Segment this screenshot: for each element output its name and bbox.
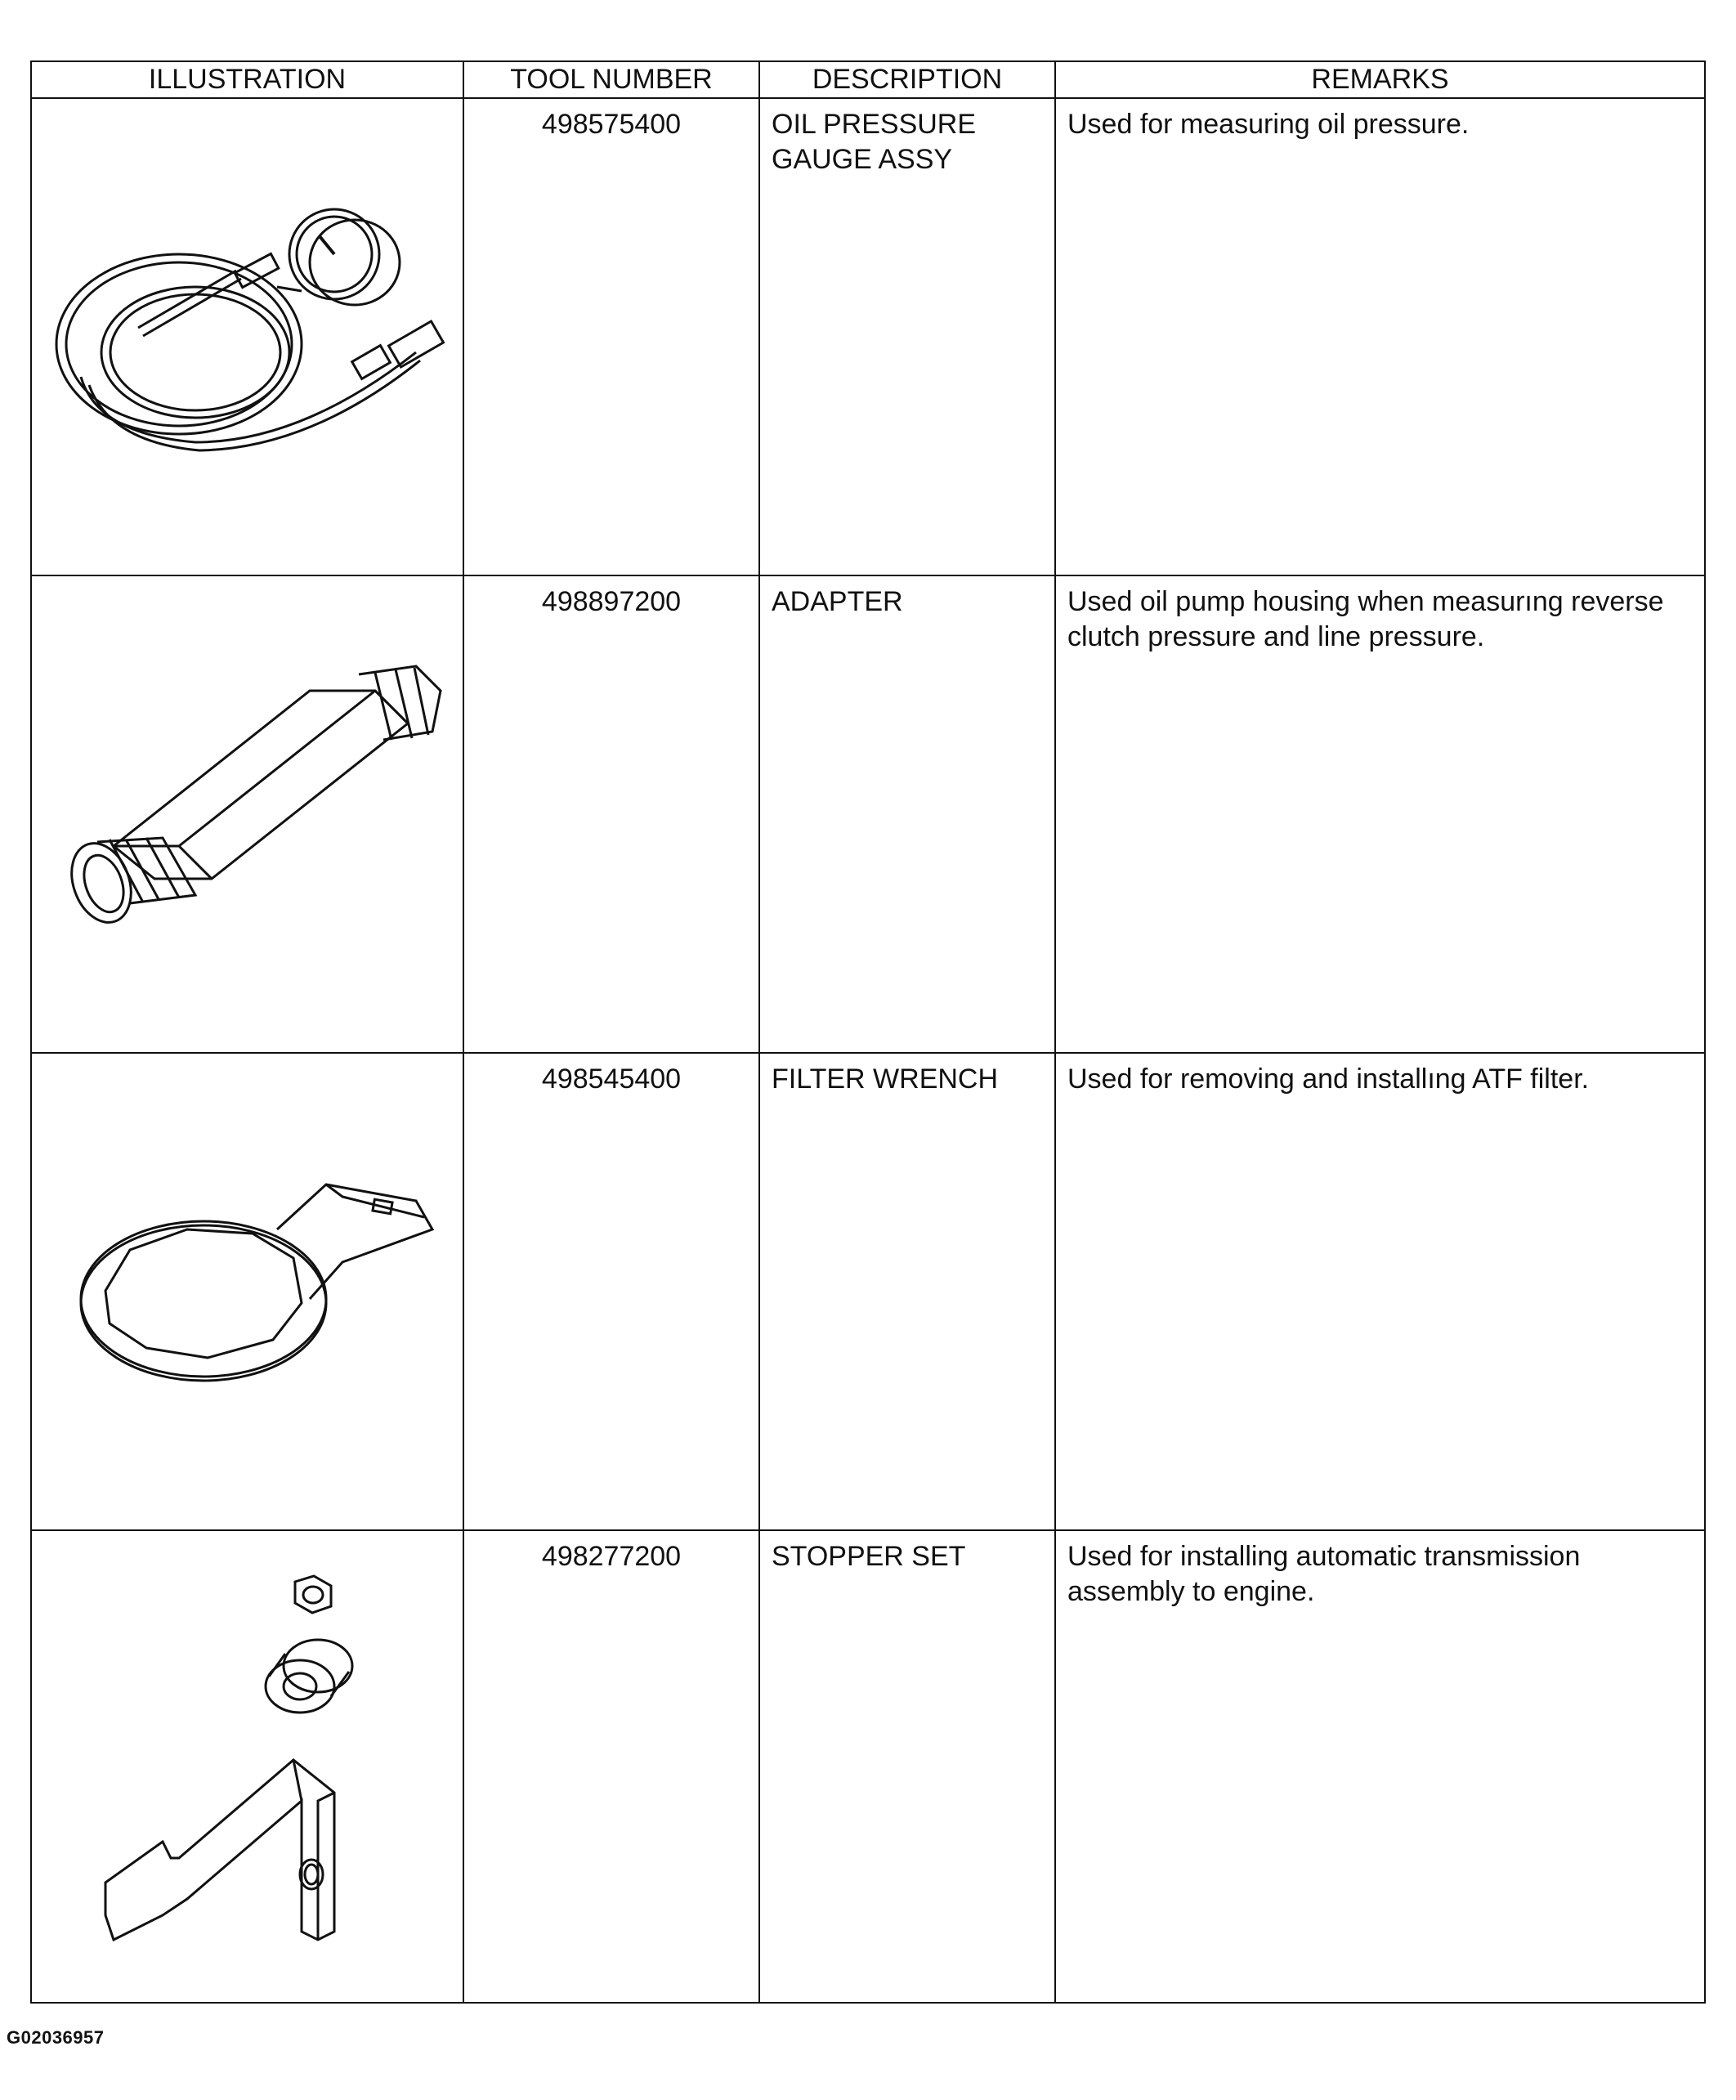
tool-number: 498897200 xyxy=(463,575,759,1053)
table-row xyxy=(31,1530,1705,2003)
description xyxy=(759,1530,1055,2003)
adapter-icon xyxy=(32,576,463,1052)
table-row xyxy=(31,98,1705,575)
description xyxy=(759,98,1055,575)
remarks: Used for measuring oil pressure. xyxy=(1055,98,1705,575)
remarks: Used for installing automatic transmission assembly to engine. xyxy=(1055,1530,1705,2003)
table-row xyxy=(31,575,1705,1053)
tool-number: 498575400 xyxy=(463,98,759,575)
filter-wrench-icon xyxy=(32,1054,463,1529)
tool-number: 498277200 xyxy=(463,1530,759,2003)
header-tool-number: TOOL NUMBER xyxy=(463,61,759,98)
stopper-set-icon xyxy=(32,1531,463,2005)
header-illustration: ILLUSTRATION xyxy=(31,61,463,98)
description-line: STOPPER SET xyxy=(772,1541,966,1572)
illustration-cell xyxy=(31,1530,463,2003)
description xyxy=(759,575,1055,1053)
description-line: GAUGE ASSY xyxy=(772,144,953,175)
description-line: ADAPTER xyxy=(772,586,903,617)
description-line: OIL PRESSURE xyxy=(772,109,977,140)
description xyxy=(759,1053,1055,1530)
oil-pressure-gauge-icon xyxy=(32,99,463,575)
illustration-cell xyxy=(31,575,463,1053)
document-code: G02036957 xyxy=(7,2027,105,2048)
header-remarks: REMARKS xyxy=(1055,61,1705,98)
illustration-cell xyxy=(31,98,463,575)
table-row xyxy=(31,1053,1705,1530)
header-description: DESCRIPTION xyxy=(759,61,1055,98)
description-line: FILTER WRENCH xyxy=(772,1063,999,1095)
special-tools-table xyxy=(30,60,1706,2004)
illustration-cell xyxy=(31,1053,463,1530)
table-header-row xyxy=(31,61,1705,98)
remarks: Used for removing and installıng ATF filter. xyxy=(1055,1053,1705,1530)
remarks: Used oil pump housing when measurıng reverse clutch pressure and line pressure. xyxy=(1055,575,1705,1053)
tool-number: 498545400 xyxy=(463,1053,759,1530)
